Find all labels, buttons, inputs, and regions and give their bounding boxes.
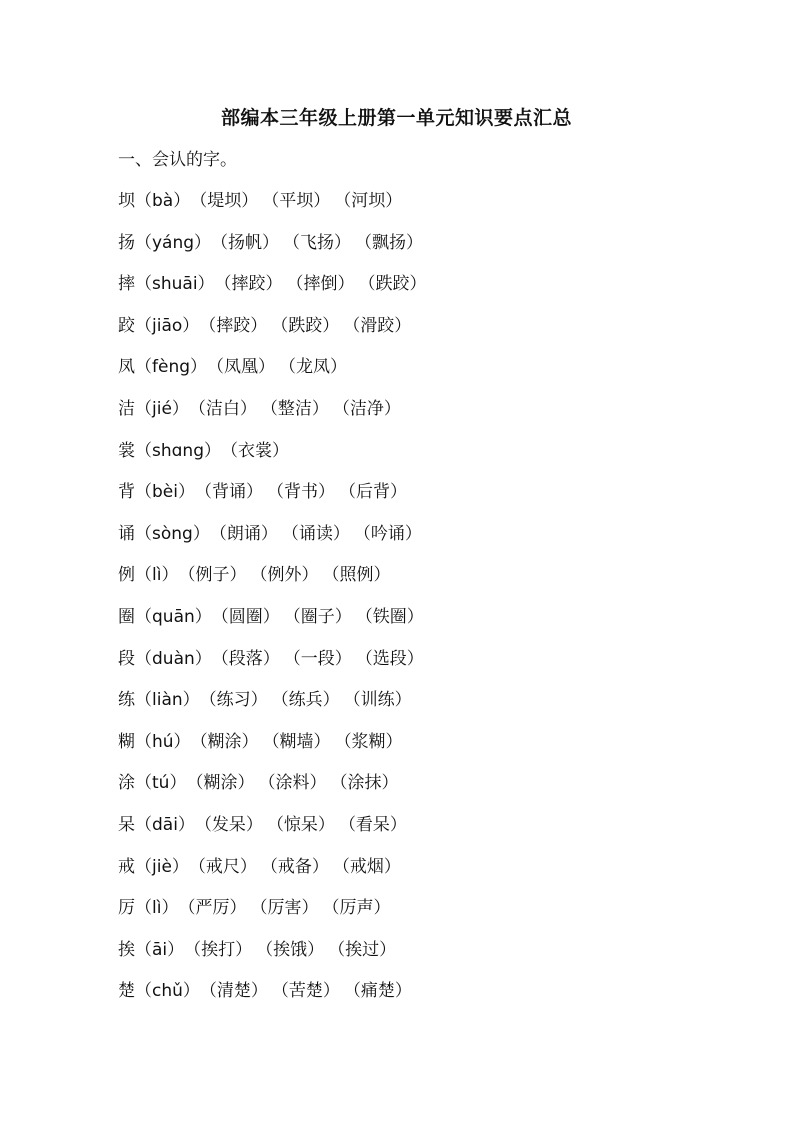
character-entry: [118, 394, 431, 436]
entry-word: （吟诵）: [353, 523, 422, 544]
entry-word: （朗诵）: [209, 523, 278, 544]
entry-word: （选段）: [355, 648, 424, 669]
entry-word: （糊涂）: [186, 773, 255, 794]
entry-word: （戒尺）: [188, 856, 257, 877]
entry-word: （背书）: [266, 482, 335, 503]
entry-pinyin: （bà）: [135, 191, 191, 211]
entry-pinyin: （yáng）: [135, 232, 212, 253]
entry-word: （堤坝）: [190, 191, 259, 211]
entry-word: （河坝）: [334, 191, 403, 211]
entry-word: （练兵）: [271, 690, 340, 711]
entry-word: （飞扬）: [283, 232, 352, 253]
entry-character: 圈: [118, 606, 135, 627]
entry-character: 背: [118, 482, 135, 503]
entry-word: （摔跤）: [199, 315, 268, 336]
entry-pinyin: （fèng）: [135, 357, 208, 378]
entry-pinyin: （āi）: [135, 939, 185, 960]
entry-character: 段: [118, 648, 135, 669]
entry-word: （跌跤）: [271, 315, 340, 336]
entry-word: （龙凤）: [279, 357, 348, 378]
character-entry: [118, 352, 431, 394]
character-entry: [118, 436, 431, 478]
entry-word: （整洁）: [260, 398, 329, 419]
entry-pinyin: （bèi）: [135, 482, 195, 503]
entry-word: （圈子）: [283, 606, 352, 627]
entry-character: 练: [118, 690, 135, 711]
entry-word: （背诵）: [194, 482, 263, 503]
entry-character: 楚: [118, 981, 135, 1002]
entry-pinyin: （hú）: [135, 731, 191, 752]
entry-word: （一段）: [283, 648, 352, 669]
entry-character: 戒: [118, 856, 135, 877]
entry-character: 厉: [118, 898, 135, 919]
entry-word: （厉害）: [250, 898, 319, 919]
character-entry: [118, 893, 431, 935]
entry-character: 裳: [118, 440, 135, 461]
entry-character: 挨: [118, 939, 135, 960]
entry-pinyin: （shɑng）: [135, 440, 221, 461]
character-list: [118, 186, 431, 1018]
entry-word: （发呆）: [194, 814, 263, 835]
character-entry: [118, 477, 431, 519]
entry-word: （涂抹）: [330, 773, 399, 794]
entry-pinyin: （dāi）: [135, 814, 195, 835]
entry-word: （糊涂）: [190, 731, 259, 752]
entry-word: （洁净）: [332, 398, 401, 419]
entry-word: （例子）: [178, 565, 247, 586]
entry-word: （照例）: [322, 565, 391, 586]
entry-character: 洁: [118, 398, 135, 419]
entry-character: 摔: [118, 274, 135, 295]
entry-word: （例外）: [250, 565, 319, 586]
entry-character: 涂: [118, 773, 135, 794]
document-title: 部编本三年级上册第一单元知识要点汇总: [220, 107, 572, 129]
entry-word: （飘扬）: [355, 232, 424, 253]
entry-word: （滑跤）: [343, 315, 412, 336]
entry-character: 扬: [118, 232, 135, 253]
entry-pinyin: （sòng）: [135, 523, 210, 544]
entry-character: 凤: [118, 357, 135, 378]
entry-pinyin: （lì）: [135, 565, 179, 586]
entry-pinyin: （tú）: [135, 773, 187, 794]
entry-word: （摔跤）: [214, 274, 283, 295]
character-entry: [118, 685, 431, 727]
entry-word: （挨打）: [184, 939, 253, 960]
entry-word: （苦楚）: [271, 981, 340, 1002]
entry-word: （惊呆）: [266, 814, 335, 835]
entry-word: （练习）: [199, 690, 268, 711]
entry-character: 例: [118, 565, 135, 586]
entry-word: （凤凰）: [207, 357, 276, 378]
character-entry: [118, 644, 431, 686]
entry-word: （清楚）: [199, 981, 268, 1002]
character-entry: [118, 228, 431, 270]
entry-character: 糊: [118, 731, 135, 752]
entry-word: （摔倒）: [286, 274, 355, 295]
character-entry: [118, 560, 431, 602]
entry-pinyin: （lì）: [135, 898, 179, 919]
entry-pinyin: （jiāo）: [135, 315, 200, 336]
character-entry: [118, 852, 431, 894]
entry-word: （段落）: [211, 648, 280, 669]
entry-word: （戒烟）: [332, 856, 401, 877]
character-entry: [118, 727, 431, 769]
entry-word: （涂料）: [258, 773, 327, 794]
entry-word: （衣裳）: [221, 440, 289, 461]
entry-pinyin: （liàn）: [135, 690, 200, 711]
entry-character: 跤: [118, 315, 135, 336]
entry-word: （洁白）: [188, 398, 257, 419]
entry-pinyin: （jié）: [135, 398, 189, 419]
character-entry: [118, 976, 431, 1018]
entry-pinyin: （jiè）: [135, 856, 189, 877]
entry-word: （厉声）: [322, 898, 391, 919]
entry-word: （后背）: [338, 482, 407, 503]
entry-word: （训练）: [343, 690, 412, 711]
entry-word: （严厉）: [178, 898, 247, 919]
entry-word: （铁圈）: [355, 606, 424, 627]
character-entry: [118, 269, 431, 311]
character-entry: [118, 186, 431, 228]
entry-word: （浆糊）: [334, 731, 403, 752]
entry-word: （看呆）: [338, 814, 407, 835]
entry-word: （糊墙）: [262, 731, 331, 752]
entry-character: 呆: [118, 814, 135, 835]
character-entry: [118, 519, 431, 561]
character-entry: [118, 602, 431, 644]
entry-pinyin: （chǔ）: [135, 981, 200, 1002]
entry-word: （平坝）: [262, 191, 331, 211]
character-entry: [118, 311, 431, 353]
entry-pinyin: （quān）: [135, 606, 212, 627]
entry-word: （戒备）: [260, 856, 329, 877]
character-entry: [118, 768, 431, 810]
character-entry: [118, 810, 431, 852]
entry-pinyin: （shuāi）: [135, 274, 215, 295]
entry-character: 坝: [118, 191, 135, 211]
entry-character: 诵: [118, 523, 135, 544]
entry-pinyin: （duàn）: [135, 648, 212, 669]
entry-word: （圆圈）: [211, 606, 280, 627]
entry-word: （挨饿）: [256, 939, 325, 960]
entry-word: （诵读）: [281, 523, 350, 544]
entry-word: （扬帆）: [211, 232, 280, 253]
entry-word: （跌跤）: [358, 274, 427, 295]
character-entry: [118, 935, 431, 977]
entry-word: （挨过）: [328, 939, 397, 960]
entry-word: （痛楚）: [343, 981, 412, 1002]
section-heading: 一、会认的字。: [118, 150, 237, 170]
